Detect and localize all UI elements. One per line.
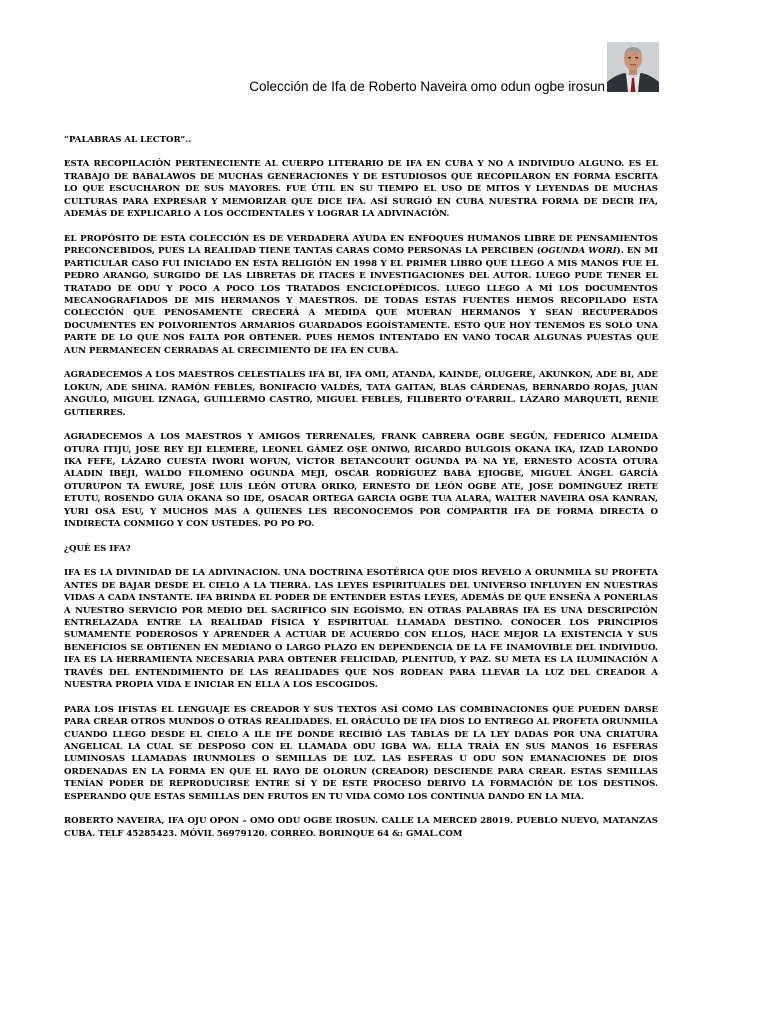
paragraph-purpose-text-a: EL PROPÓSITO DE ESTA COLECCIÓN ES DE VERDADERA AYUDA EN ENFOQUES HUMANOS LIBRE DE PENSAMIENTOS PRECONCEBIDOS, PUES LA REALIDAD TIENE TANTAS CARAS COMO PERSONAS LA PERCIBEN ( bbox=[64, 233, 658, 257]
paragraph-purpose-text-b: ). EN MI PARTICULAR CASO FUI INICIADO EN ESTA RELIGIÓN EN 1998 Y EL PRIMER LIBRO QUE LLEGO A MIS MANOS FUE EL PEDRO ARANGO, SURGIDO DE LAS LIBRETAS DE ITACES E INVESTIGACIONES DEL AUTOR. LUEGO PUDE TENER EL TRATADO DE ODU Y POCO A POCO LOS TRATADOS ENCICLOPÉDICOS. LUEGO LLEGO A MÍ LOS DOCUMENTOS MECANOGRAFIADOS DE MIS HERMANOS Y MAESTROS. DE TODAS ESTAS FUENTES HEMOS RECOPILADO ESTA COLECCIÓN QUE PENOSAMENTE CRECERÁ A MEDIDA QUE MUERAN HERMANOS Y SEAN RECUPERADOS DOCUMENTES EN POLVORIENTOS ARMARIOS GUARDADOS EGOÍSTAMENTE. ESTO QUE HOY TENEMOS ES SOLO UNA PARTE DE LO QUE NOS FALTA POR OBTENER. PUES HEMOS INTENTADO EN VANO TOCAR ALGUNAS PUESTAS QUE AUN PERMANECEN CERRADAS AL CRECIMIENTO DE IFA EN CUBA. bbox=[64, 246, 658, 356]
document-body bbox=[64, 134, 658, 852]
paragraph-language: PARA LOS IFISTAS EL LENGUAJE ES CREADOR Y SUS TEXTOS ASÍ COMO LAS COMBINACIONES QUE PUEDEN DARSE PARA CREAR OTROS MUNDOS O OTRAS REALIDADES. EL ORÁCULO DE IFA DIOS LO ENTREGO AL PROFETA ORUNMILA CUANDO LLEGO DESDE EL CIELO A ILE IFE DONDE RECIBIÓ LAS TABLAS DE LA LEY DADAS POR UNA CRIATURA ANGELICAL LA CUAL SE DESPOSO CON EL LLAMADA ODU IGBA WA. ELLA TRAÍA EN SUS MANOS 16 ESFERAS LUMINOSAS LLAMADAS IRUNMOLES O SEMILLAS DE LUZ. LAS ESFERAS U ODU SON EMANACIONES DE DIOS ORDENADAS EN LA FORMA EN QUE EL RAYO DE OLORUN (CREADOR) DESCIENDE PARA CREAR. ESTAS SEMILLAS TENÍAN PODER DE REPRODUCIRSE ENTRE SÍ Y DE ESTE PROCESO DERIVO LA FORMACIÓN DE LOS DESTINOS. ESPERANDO QUE ESTAS SEMILLAS DEN FRUTOS EN TU VIDA COMO LOS CONTINUA DANDO EN LA MIA. bbox=[64, 704, 658, 802]
page-header bbox=[0, 40, 768, 96]
paragraph-what-is-ifa: IFA ES LA DIVINIDAD DE LA ADIVINACION. UNA DOCTRINA ESOTÉRICA QUE DIOS REVELO A ORUNMILA SU PROFETA ANTES DE BAJAR DESDE EL CIELO A LA TIERRA. LAS LEYES ESPIRITUALES DEL UNIVERSO INFLUYEN EN NUESTRAS VIDAS A CADA INSTANTE. IFA BRINDA EL PODER DE ENTENDER ESTAS LEYES, ADEMÁS DE QUE ENSEÑA A PONERLAS A NUESTRO SERVICIO POR MEDIO DEL SACRIFICO SIN EGOÍSMO. EN OTRAS PALABRAS IFA ES UNA DESCRIPCIÓN ENTRELAZADA ENTRE LA REALIDAD FÍSICA Y ESPIRITUAL LLAMADA DESTINO. CONOCER LOS PRINCIPIOS SUMAMENTE PODEROSOS Y APRENDER A ACTUAR DE ACUERDO CON ELLOS, HACE MEJOR LA EXISTENCIA Y SUS BENEFICIOS SE OBTIENEN EN MEDIANO O LARGO PLAZO EN DEPENDENCIA DE LA FE INAMOVIBLE DEL INDIVIDUO. IFA ES LA HERRAMIENTA NECESARIA PARA OBTENER FELICIDAD, PLENITUD, Y PAZ. SU META ES LA ILUMINACIÓN A TRAVÉS DEL ENTENDIMIENTO DE LAS REALIDADES QUE NOS RODEAN PARA LLEVAR LA LUZ DEL CREADOR A NUESTRA PROPIA VIDA E INICIAR EN ELLA A LOS ESCOGIDOS. bbox=[64, 568, 658, 691]
section-question: ¿QUÉ ES IFA? bbox=[64, 543, 131, 554]
author-portrait-image bbox=[607, 42, 659, 92]
author-photo bbox=[607, 42, 659, 92]
paragraph-intro: ESTA RECOPILACIÓN PERTENECIENTE AL CUERPO LITERARIO DE IFA EN CUBA Y NO A INDIVIDUO ALGUNO. ES EL TRABAJO DE BABALAWOS DE MUCHAS GENERACIONES Y DE ESTUDIOSOS QUE RECOPILARON EN FORMA ESCRITA LO QUE ESCUCHARON DE SUS MAYORES. FUE ÚTIL EN SU TIEMPO EL USO DE MITOS Y LEYENDAS DE MUCHAS CULTURAS PARA EXPRESAR Y MEMORIZAR QUE DICE IFA. ASÍ SURGIÓ EN CUBA NUESTRA FORMA DE DECIR IFA, ADEMÁS DE EXPLICARLO A LOS OCCIDENTALES Y LOGRAR LA ADIVINACIÓN. bbox=[64, 159, 658, 220]
paragraph-purpose-italic: OGUNDA WORI bbox=[540, 246, 617, 257]
header-title: Colección de Ifa de Roberto Naveira omo odun ogbe irosun bbox=[249, 79, 605, 94]
paragraph-earthly-masters: AGRADECEMOS A LOS MAESTROS Y AMIGOS TERRENALES, FRANK CABRERA OGBE SEGÚN, FEDERICO ALMEIDA OTURA ITIJU, JOSE REY EJI ELEMERE, LEONEL GÁMEZ OȘE ONIWO, RICARDO BULGOIS OKANA IKA, IZAD LARONDO IKA FEFE, LÁZARO CUESTA IWORI WOFUN, VÍCTOR BETANCOURT OGUNDA PA NA YE, ERNESTO ACOSTA OTURA ALADIN IBEJI, WALDO FILOMENO OGUNDA MEJI, OSCAR RODRÍGUEZ BABA EJIOGBE, MIGUEL ÁNGEL GARCÍA OTURUPON TA EWURE, JOSÉ LUIS LEÓN OTURA ORIKO, ERNESTO DE LEÓN OGBE ATE, JOSE DOMINGUEZ IRETE ETUTU, ROSENDO GUIA OKANA SO IDE, OSACAR ORTEGA GARCIA OGBE TUA ALARA, WALTER NAVEIRA OSA KANRAN, YURI OSA ESU, Y MUCHOS MAS A QUIENES LES RECONOCEMOS POR COMPARTIR IFA DE FORMA DIRECTA O INDIRECTA CONMIGO Y CON USTEDES. PO PO PO. bbox=[64, 432, 658, 530]
paragraph-celestial-masters: AGRADECEMOS A LOS MAESTROS CELESTIALES IFA BI, IFA OMI, ATANDA, KAINDE, OLUGERE, AKUNKON, ADE BI, ADE LOKUN, ADE SHINA. RAMÓN FEBLES, BONIFACIO VALDÉS, TATA GAITAN, BLAS CÁRDENAS, BERNARDO ROJAS, JUAN ANGULO, MIGUEL IZNAGA, GUILLERMO CASTRO, MIGUEL FEBLES, FILIBERTO O’FARRIL. LÁZARO MARQUETI, RENIE GUTIERRES. bbox=[64, 370, 658, 418]
salutation: “PALABRAS AL LECTOR”.. bbox=[64, 135, 192, 145]
signature-contact: ROBERTO NAVEIRA, IFA OJU OPON – OMO ODU OGBE IROSUN. CALLE LA MERCED 28019. PUEBLO NUEVO, MATANZAS CUBA. TELF 45285423. MÓVIL 56979120. CORREO. BORINQUE 64 &: GMAL.COM bbox=[64, 816, 658, 839]
paragraph-purpose bbox=[64, 233, 658, 358]
